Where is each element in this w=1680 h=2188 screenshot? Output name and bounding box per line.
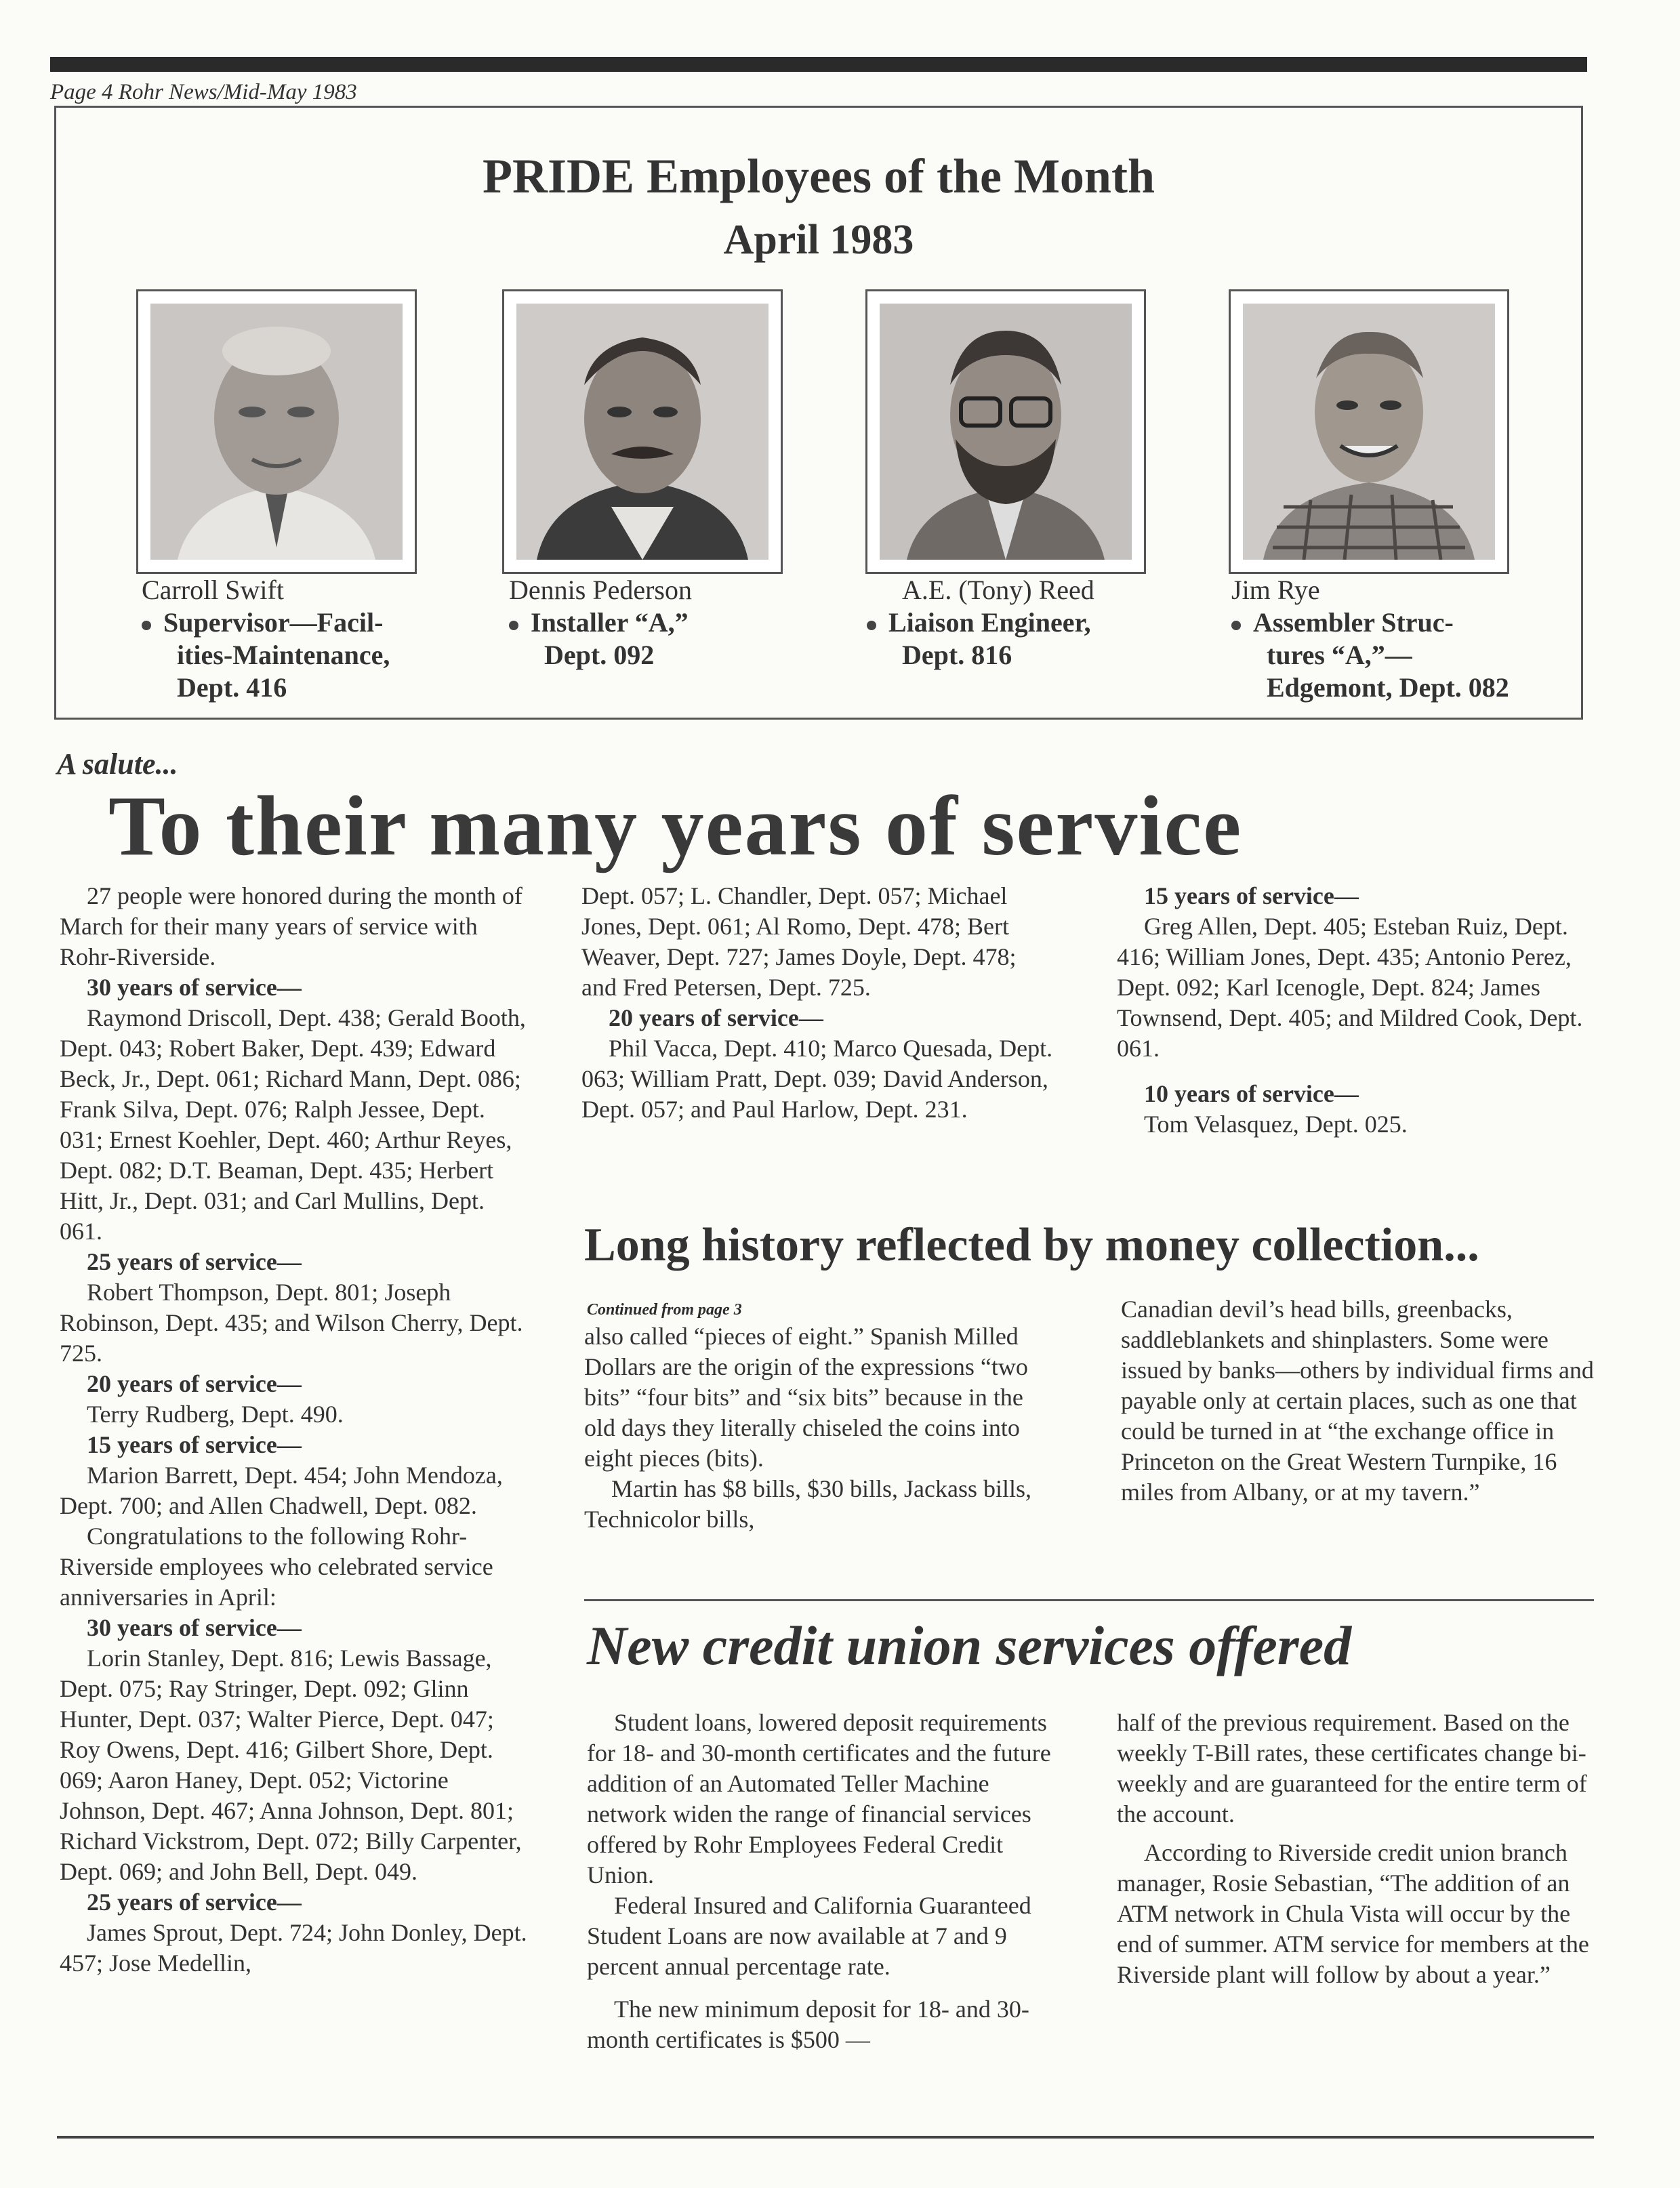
employee-role: ities-Maintenance, [177, 640, 390, 670]
paragraph: Phil Vacca, Dept. 410; Marco Quesada, Dept. 063; William Pratt, Dept. 039; David Anderson, Dept. 057; and Paul Harlow, Dept. 231. [581, 1035, 1053, 1123]
subheading: 25 years of service— [87, 1248, 302, 1275]
employee-role: Installer “A,” [531, 607, 689, 638]
employee-photo-frame [1229, 289, 1509, 574]
subheading: 10 years of service— [1144, 1080, 1359, 1107]
employee-caption [142, 574, 494, 704]
paragraph: Tom Velasquez, Dept. 025. [1144, 1111, 1408, 1138]
money-column-2 [1121, 1294, 1595, 1508]
paragraph: Student loans, lowered deposit requirements for 18- and 30-month certificates and the future addition of an Automated Teller Machine network widen the range of financial services offered by Rohr Employees Federal Credit Union. [587, 1709, 1051, 1888]
bottom-rule [57, 2136, 1594, 2139]
subheading: 15 years of service— [87, 1431, 302, 1458]
bullet-icon [142, 621, 151, 630]
pride-box [54, 106, 1583, 720]
employee-photo-frame [136, 289, 417, 574]
pride-title: PRIDE Employees of the Month [483, 149, 1155, 203]
paragraph: Terry Rudberg, Dept. 490. [87, 1401, 344, 1428]
money-column-1 [584, 1321, 1059, 1535]
paragraph: 27 people were honored during the month of March for their many years of service with Rohr-Riverside. [60, 882, 523, 970]
credit-column-2 [1117, 1708, 1591, 1990]
employee-name: Jim Rye [1231, 575, 1320, 605]
subheading: 30 years of service— [87, 974, 302, 1001]
paragraph: According to Riverside credit union branch manager, Rosie Sebastian, “The addition of an ATM network in Chula Vista will occur by the end of summer. ATM service for members at the Riverside plant will follow by about a year.” [1117, 1839, 1589, 1988]
employee-photo-frame [865, 289, 1146, 574]
paragraph: Federal Insured and California Guaranteed Student Loans are now available at 7 and 9 percent annual percentage rate. [587, 1892, 1031, 1980]
employee-role: Edgemont, Dept. 082 [1267, 672, 1509, 703]
employee-caption [867, 574, 1219, 672]
employee-role: Dept. 092 [544, 640, 655, 670]
bullet-icon [1231, 621, 1241, 630]
employee-role: Assembler Struc- [1253, 607, 1454, 638]
paragraph: half of the previous requirement. Based on the weekly T-Bill rates, these certificates change bi-weekly and are guaranteed for the entire term of the account. [1117, 1709, 1587, 1828]
paragraph: James Sprout, Dept. 724; John Donley, Dept. 457; Jose Medellin, [60, 1919, 527, 1977]
paragraph: Raymond Driscoll, Dept. 438; Gerald Booth, Dept. 043; Robert Baker, Dept. 439; Edward Beck, Jr., Dept. 061; Richard Mann, Dept. 086; Frank Silva, Dept. 076; Ralph Jessee, Dept. 031; Ernest Koehler, Dept. 460; Arthur Reyes, Dept. 082; D.T. Beaman, Dept. 435; Herbert Hitt, Jr., Dept. 031; and Carl Mullins, Dept. 061. [60, 1004, 526, 1245]
paragraph: Congratulations to the following Rohr-Riverside employees who celebrated service anniversaries in April: [60, 1523, 493, 1611]
subheading: 25 years of service— [87, 1888, 302, 1916]
subheading: 30 years of service— [87, 1614, 302, 1641]
employee-portrait [150, 304, 403, 560]
service-column-1 [60, 881, 527, 1979]
employee-role: Dept. 816 [902, 640, 1012, 670]
employee-role: Liaison Engineer, [888, 607, 1091, 638]
employee-caption [1231, 574, 1570, 704]
paragraph: The new minimum deposit for 18- and 30-month certificates is $500 — [587, 1996, 1029, 2053]
employee-name: Dennis Pederson [509, 575, 692, 605]
page-header: Page 4 Rohr News/Mid-May 1983 [50, 80, 357, 104]
paragraph: Dept. 057; L. Chandler, Dept. 057; Michael Jones, Dept. 061; Al Romo, Dept. 478; Bert Weaver, Dept. 727; James Doyle, Dept. 478; and Fred Petersen, Dept. 725. [581, 882, 1017, 1001]
paragraph: Canadian devil’s head bills, greenbacks, saddleblankets and shinplasters. Some were issued by banks—others by individual firms and payable only at certain places, such as one that could be turned in at “the exchange office in Princeton on the Great Western Turnpike, 16 miles from Albany, or at my tavern.” [1121, 1296, 1594, 1506]
pride-subtitle: April 1983 [723, 217, 914, 263]
service-column-3 [1117, 881, 1591, 1140]
employee-caption [509, 574, 834, 672]
paragraph: also called “pieces of eight.” Spanish Milled Dollars are the origin of the expressions “two bits” “four bits” and “six bits” because in the old days they literally chiseled the coins into eight pieces (bits). [584, 1323, 1028, 1472]
employee-role: Dept. 416 [177, 672, 287, 703]
paragraph: Martin has $8 bills, $30 bills, Jackass bills, Technicolor bills, [584, 1475, 1031, 1533]
credit-column-1 [587, 1708, 1068, 2055]
continued-note: Continued from page 3 [587, 1301, 742, 1319]
employee-role: tures “A,”— [1267, 640, 1412, 670]
credit-headline: New credit union services offered [587, 1615, 1352, 1676]
subheading: 20 years of service— [609, 1004, 823, 1031]
article-kicker: A salute... [57, 747, 178, 781]
paragraph: Robert Thompson, Dept. 801; Joseph Robinson, Dept. 435; and Wilson Cherry, Dept. 725. [60, 1279, 523, 1367]
employee-name: A.E. (Tony) Reed [902, 575, 1094, 605]
bullet-icon [867, 621, 876, 630]
paragraph: Greg Allen, Dept. 405; Esteban Ruiz, Dept. 416; William Jones, Dept. 435; Antonio Perez, Dept. 092; Karl Icenogle, Dept. 824; James Townsend, Dept. 405; and Mildred Cook, Dept. 061. [1117, 913, 1583, 1062]
service-column-2 [581, 881, 1056, 1125]
employee-name: Carroll Swift [142, 575, 284, 605]
paragraph: Marion Barrett, Dept. 454; John Mendoza, Dept. 700; and Allen Chadwell, Dept. 082. [60, 1462, 503, 1519]
article-headline: To their many years of service [108, 779, 1243, 873]
section-divider [584, 1599, 1594, 1601]
money-headline: Long history reflected by money collection... [584, 1219, 1479, 1271]
subheading: 20 years of service— [87, 1370, 302, 1397]
subheading: 15 years of service— [1144, 882, 1359, 909]
employee-photo-frame [502, 289, 783, 574]
paragraph: Lorin Stanley, Dept. 816; Lewis Bassage, Dept. 075; Ray Stringer, Dept. 092; Glinn Hunter, Dept. 037; Walter Pierce, Dept. 047; Roy Owens, Dept. 416; Gilbert Shore, Dept. 069; Aaron Haney, Dept. 052; Victorine Johnson, Dept. 467; Anna Johnson, Dept. 801; Richard Vickstrom, Dept. 072; Billy Carpenter, Dept. 069; and John Bell, Dept. 049. [60, 1645, 522, 1885]
employee-role: Supervisor—Facil- [163, 607, 384, 638]
employee-portrait [880, 304, 1132, 560]
bullet-icon [509, 621, 518, 630]
top-rule [50, 57, 1587, 72]
employee-portrait [516, 304, 769, 560]
employee-portrait [1243, 304, 1495, 560]
